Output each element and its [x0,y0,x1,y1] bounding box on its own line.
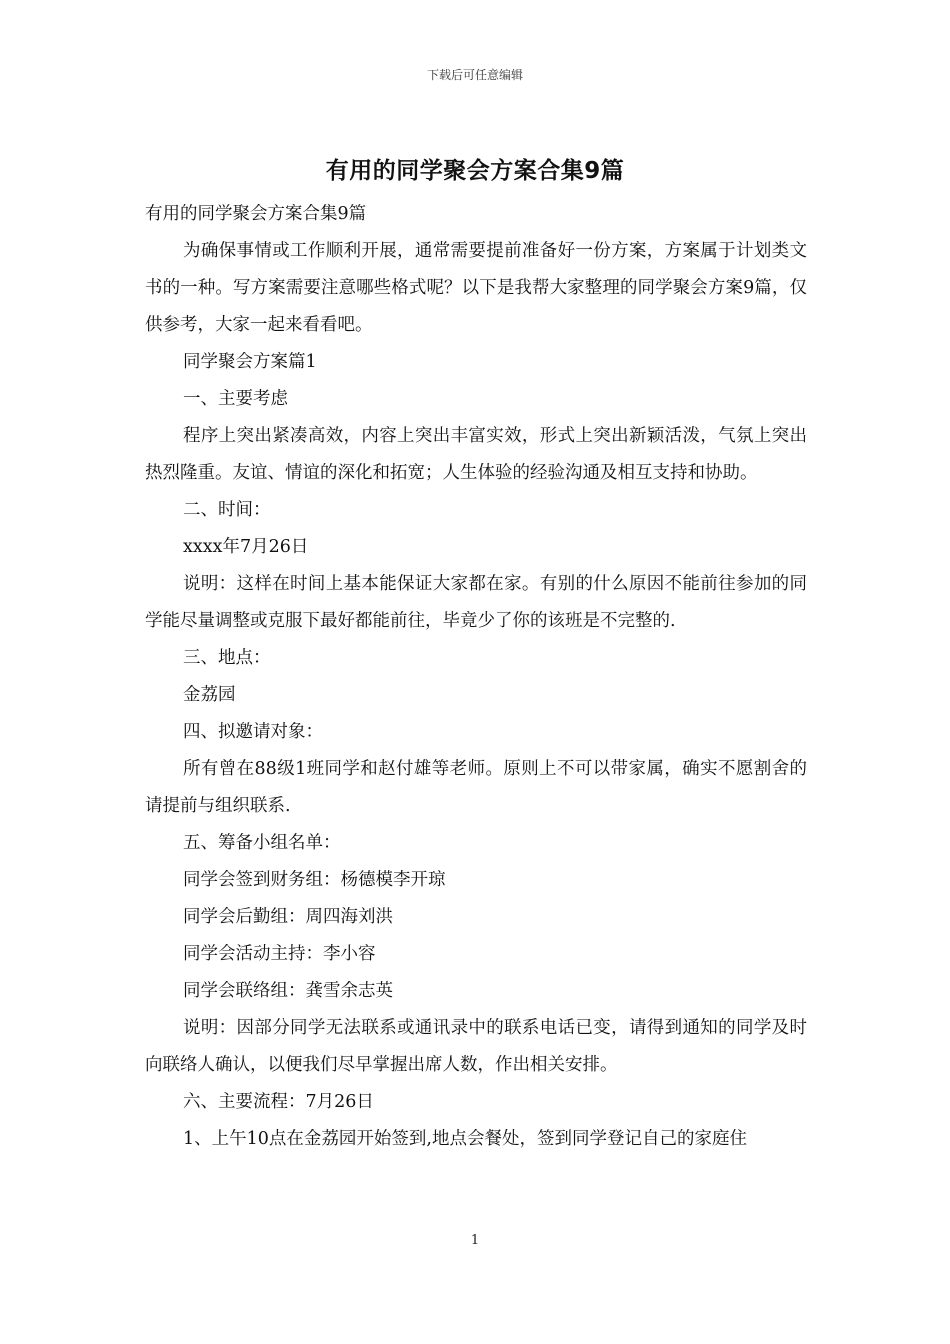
paragraph: xxxx年7月26日 [183,537,309,557]
paragraph: 二、时间： [183,500,271,520]
paragraph: 为确保事情或工作顺利开展，通常需要提前准备好一份方案，方案属于计划类文书的一种。写方案需要注意哪些格式呢？以下是我帮大家整理的同学聚会方案9篇，仅供参考，大家一起来看看吧。 [145,241,807,335]
paragraph: 同学会签到财务组：杨德模李开琼 [183,870,446,890]
document-title: 有用的同学聚会方案合集9篇 [325,158,625,184]
document-body [145,196,807,1158]
paragraph: 说明：这样在时间上基本能保证大家都在家。有别的什么原因不能前往参加的同学能尽量调整或克服下最好都能前往，毕竟少了你的该班是不完整的. [145,574,807,631]
paragraph: 金荔园 [183,685,236,705]
paragraph: 同学聚会方案篇1 [183,352,317,372]
paragraph: 同学会联络组：龚雪余志英 [183,981,393,1001]
paragraph: 有用的同学聚会方案合集9篇 [145,204,367,224]
paragraph: 六、主要流程：7月26日 [183,1092,374,1112]
paragraph: 四、拟邀请对象： [183,722,323,742]
header-note: 下载后可任意编辑 [426,68,523,82]
paragraph: 一、主要考虑 [183,389,288,409]
paragraph: 1、上午10点在金荔园开始签到,地点会餐处，签到同学登记自己的家庭住 [183,1129,747,1149]
paragraph: 三、地点： [183,648,271,668]
page-number: 1 [470,1233,480,1248]
paragraph: 程序上突出紧凑高效，内容上突出丰富实效，形式上突出新颖活泼，气氛上突出热烈隆重。友谊、情谊的深化和拓宽；人生体验的经验沟通及相互支持和协助。 [145,426,807,483]
paragraph: 五、筹备小组名单： [183,833,341,853]
paragraph: 同学会活动主持：李小容 [183,944,376,964]
paragraph: 同学会后勤组：周四海刘洪 [183,907,393,927]
paragraph: 说明：因部分同学无法联系或通讯录中的联系电话已变，请得到通知的同学及时向联络人确认，以便我们尽早掌握出席人数，作出相关安排。 [145,1018,807,1075]
paragraph: 所有曾在88级1班同学和赵付雄等老师。原则上不可以带家属，确实不愿割舍的请提前与组织联系. [145,759,807,816]
